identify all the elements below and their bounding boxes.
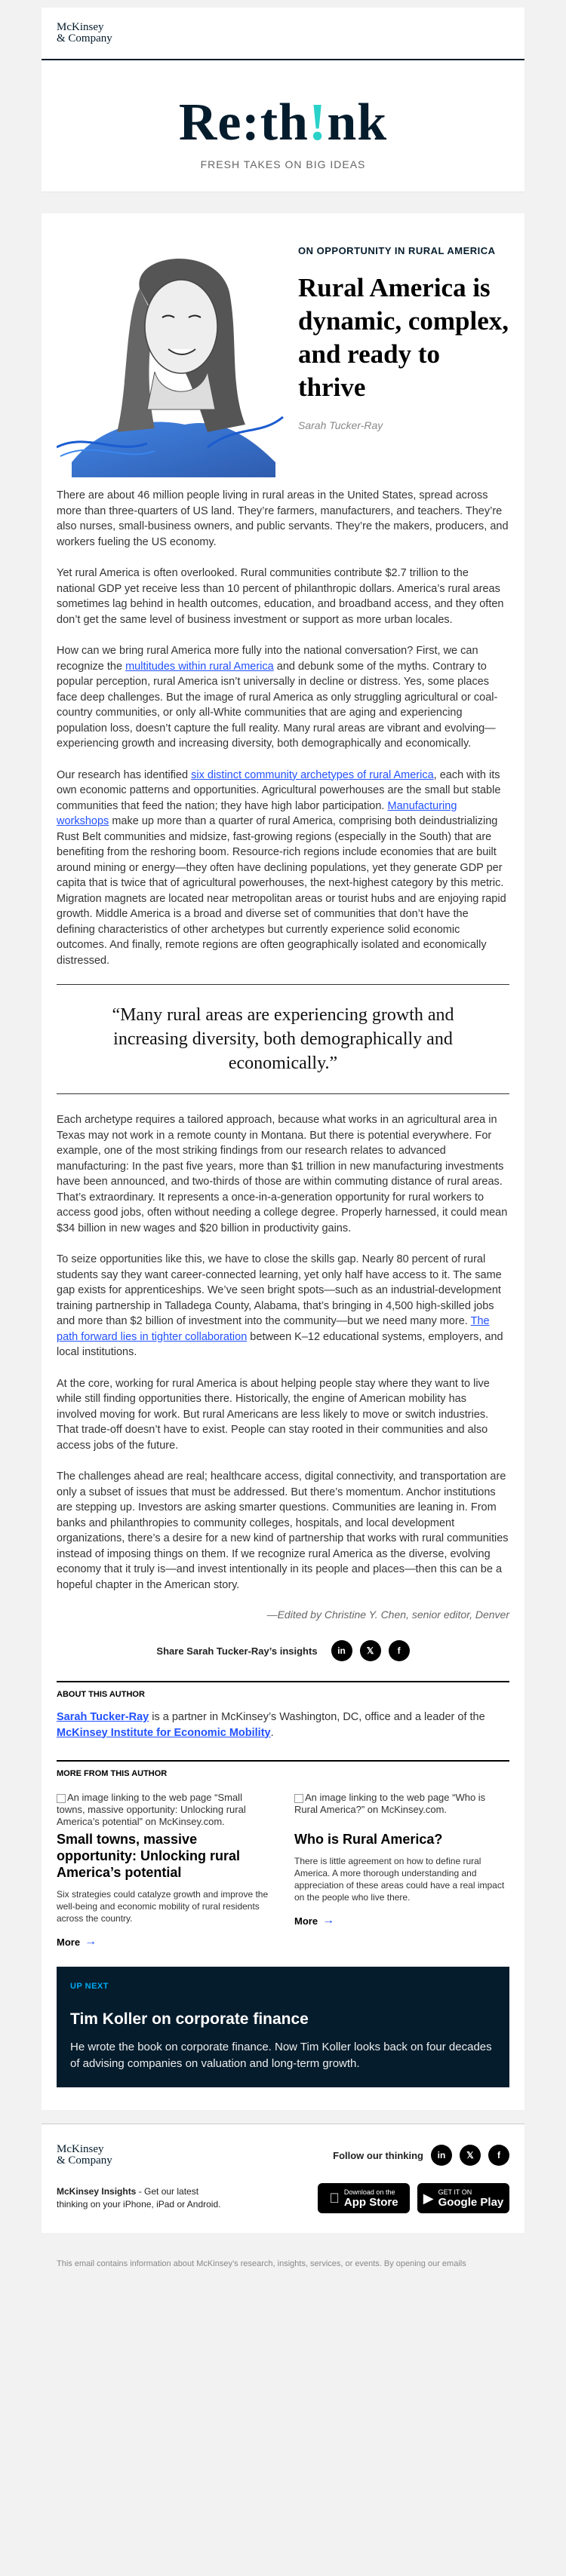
- footer: [42, 2124, 524, 2233]
- institute-link[interactable]: McKinsey Institute for Economic Mobility: [57, 1726, 271, 1739]
- broken-image-icon: [294, 1794, 303, 1803]
- legal-text: This email contains information about McKinsey’s research, insights, services, or events. By opening our emails: [57, 2259, 466, 2268]
- article-image[interactable]: An image linking to the web page “Who is Rural America?” on McKinsey.com.: [294, 1792, 486, 1815]
- share-bar: [57, 1640, 509, 1661]
- rethink-logo[interactable]: [42, 94, 524, 152]
- paragraph: Our research has identified six distinct community archetypes of rural America, each with its own economic patterns and opportunities. Agricultural powerhouses are the small but stable communities that feed the nation; they have high labor participation. Manufacturing workshops make up more than a quarter of rural America, comprising both deindustrializing Rust Belt communities and midsize, fast-growing regions (especially in the South) that are benefiting from the reshoring boom. Resource-rich regions include economies that are built around mining or energy—they often have declining populations, yet they generate GDP per capita that is twice that of agricultural powerhouses, the next-highest category by this metric. Migration magnets are located near metropolitan areas or tourist hubs and are enjoying rapid growth. Middle America is a broad and diverse set of communities that don’t have the defining characteristics of other archetypes but currently experience solid economic outcomes. And finally, remote regions are often geographically isolated and economically distressed.: [57, 768, 506, 967]
- broken-image-icon: [57, 1794, 66, 1803]
- more-item-desc: There is little agreement on how to define rural America. A more thorough understanding and appreciation of these areas could have a real impact on the people who live there.: [294, 1856, 505, 1903]
- article: [42, 213, 524, 2110]
- more-heading: MORE FROM THIS AUTHOR: [57, 1760, 509, 1778]
- app-store-button[interactable]: Download on the App Store: [318, 2183, 410, 2213]
- author-link[interactable]: Sarah Tucker-Ray: [57, 1711, 149, 1723]
- facebook-icon[interactable]: f: [488, 2145, 509, 2166]
- multitudes-link[interactable]: multitudes within rural America: [125, 660, 274, 673]
- about-heading: ABOUT THIS AUTHOR: [57, 1681, 509, 1699]
- follow-bar: [333, 2145, 509, 2166]
- logo-line2: & Company: [57, 32, 112, 44]
- more-link[interactable]: More →: [57, 1935, 97, 1948]
- author-portrait: [57, 236, 298, 477]
- rethink-part-c: nk: [327, 94, 388, 152]
- archetypes-link[interactable]: six distinct community archetypes of rural America: [191, 768, 434, 781]
- about-author: Sarah Tucker-Ray is a partner in McKinsey’s Washington, DC, office and a leader of the McKinsey Institute for Economic Mobility.: [57, 1711, 485, 1739]
- more-item-title[interactable]: Who is Rural America?: [294, 1832, 443, 1847]
- hero: [57, 236, 509, 477]
- arrow-right-icon: →: [85, 1935, 97, 1948]
- linkedin-icon[interactable]: in: [431, 2145, 452, 2166]
- up-next-desc: He wrote the book on corporate finance. Now Tim Koller looks back on four decades of advising companies on valuation and long-term growth.: [70, 2041, 492, 2070]
- manufacturing-workshops-link[interactable]: Manufacturing workshops: [57, 799, 457, 827]
- rethink-masthead: [42, 60, 524, 192]
- footer-logo[interactable]: McKinsey & Company: [57, 2143, 112, 2167]
- pull-quote: “Many rural areas are experiencing growth and increasing diversity, both demographically and economically.”: [57, 984, 509, 1094]
- article-image[interactable]: An image linking to the web page “Small towns, massive opportunity: Unlocking rural America’s potential” on McKinsey.com.: [57, 1792, 246, 1827]
- editor-credit: —Edited by Christine Y. Chen, senior editor, Denver: [266, 1608, 509, 1621]
- logo-line1: McKinsey: [57, 21, 104, 33]
- facebook-icon[interactable]: f: [389, 1640, 410, 1661]
- paragraph: The challenges ahead are real; healthcare access, digital connectivity, and transportation are only a subset of issues that must be addressed. But there’s momentum. Anchor institutions are stepping up. Investors are asking smarter questions. Communities are leaning in. From banks and philanthropies to community colleges, hospitals, and local development organizations, there’s a desire for a new kind of partnership that works with rural communities instead of imposing things on them. If we recognize rural America as the diverse, evolving economy that it truly is—and invest intentionally in its people and places—then this can be a hopeful chapter in the American story.: [57, 1470, 509, 1591]
- up-next-title[interactable]: Tim Koller on corporate finance: [70, 2010, 309, 2028]
- paragraph: To seize opportunities like this, we have to close the skills gap. Nearly 80 percent of rural students say they want career-connected learning, yet only half have access to it. The same gap exists for apprenticeships. We’ve seen bright spots—such as an industrial-development training partnership in Talladega County, Alabama, that’s bringing in 4,500 high-skilled jobs and more than $2 billion of investment into the community—but we need many more. The path forward lies in tighter collaboration between K–12 educational systems, employers, and local institutions.: [57, 1253, 503, 1358]
- paragraph: There are about 46 million people living in rural areas in the United States, spread across more than three-quarters of US land. They’re farmers, manufacturers, and teachers. They’re also nurses, small-business owners, and public servants. They’re the makers, producers, and workers fueling the US economy.: [57, 489, 509, 548]
- arrow-right-icon: →: [322, 1914, 335, 1927]
- paragraph: How can we bring rural America more fully into the national conversation? First, we can recognize the multitudes within rural America and debunk some of the myths. Contrary to popular perception, rural America isn’t universally in decline or distress. Yes, some places face deep challenges. But the image of rural America as only struggling agricultural or coal-country communities, or only all-White communities that are aging and experiencing population loss, doesn’t capture the full reality. Many rural areas are vibrant and evolving—experiencing growth and increasing diversity, both demographically and economically.: [57, 645, 498, 750]
- up-next[interactable]: [57, 1967, 509, 2087]
- tagline: FRESH TAKES ON BIG IDEAS: [200, 158, 366, 170]
- paragraph: Each archetype requires a tailored approach, because what works in an agricultural area in Texas may not work in a remote county in Montana. But there is potential everywhere. For example, one of the most striking findings from our research relates to advanced manufacturing: In the past five years, more than $1 trillion in new manufacturing investments have been announced, and two-thirds of those are within commuting distance of rural areas. That’s extraordinary. It represents a once-in-a-generation opportunity for rural workers to access good jobs, often without needing a college degree. Properly harnessed, it could mean $34 billion in new wages and $20 billion in productivity gains.: [57, 1114, 508, 1234]
- paragraph: At the core, working for rural America is about helping people stay where they want to live while still finding opportunities there. Historically, the engine of American mobility has involved moving for work. But rural Americans are less likely to move or switch industries. That trade-off doesn’t have to exist. People can stay rooted in their communities and also access jobs of the future.: [57, 1377, 490, 1452]
- path-forward-link[interactable]: The path forward lies in tighter collaboration: [57, 1315, 490, 1343]
- article-title: Rural America is dynamic, complex, and ready to thrive: [298, 273, 509, 402]
- x-icon[interactable]: 𝕏: [360, 1640, 381, 1661]
- share-label: Share Sarah Tucker-Ray’s insights: [156, 1645, 318, 1657]
- more-from-author: [57, 1792, 509, 1949]
- article-eyebrow: ON OPPORTUNITY IN RURAL AMERICA: [298, 245, 496, 256]
- apple-icon: [329, 2191, 340, 2206]
- up-next-label: UP NEXT: [70, 1982, 109, 1991]
- more-item-title[interactable]: Small towns, massive opportunity: Unlocking rural America’s potential: [57, 1832, 240, 1880]
- rethink-exclamation: !: [309, 94, 328, 152]
- more-item[interactable]: [57, 1792, 272, 1949]
- more-item-desc: Six strategies could catalyze growth and improve the well-being and economic mobility of rural residents across the country.: [57, 1889, 269, 1924]
- more-item[interactable]: [294, 1792, 509, 1949]
- google-play-button[interactable]: ▶ GET IT ON Google Play: [417, 2183, 509, 2213]
- more-link[interactable]: More →: [294, 1914, 335, 1927]
- rethink-part-a: Re:th: [178, 94, 309, 152]
- article-byline: Sarah Tucker-Ray: [298, 419, 383, 431]
- article-body: [57, 488, 509, 1621]
- paragraph: Yet rural America is often overlooked. Rural communities contribute $2.7 trillion to the national GDP yet receive less than 10 percent of philanthropic dollars. America’s rural areas sometimes lag behind in health outcomes, education, and broadband access, and they often don’t get the same level of business investment or support as more urban locales.: [57, 567, 504, 626]
- follow-label: Follow our thinking: [333, 2149, 423, 2161]
- insights-promo: McKinsey Insights - Get our latest thinking on your iPhone, iPad or Android.: [57, 2186, 221, 2210]
- mckinsey-logo[interactable]: [57, 22, 112, 44]
- linkedin-icon[interactable]: in: [331, 1640, 352, 1661]
- x-icon[interactable]: 𝕏: [460, 2145, 481, 2166]
- header: [42, 8, 524, 192]
- google-play-icon: ▶: [423, 2190, 434, 2206]
